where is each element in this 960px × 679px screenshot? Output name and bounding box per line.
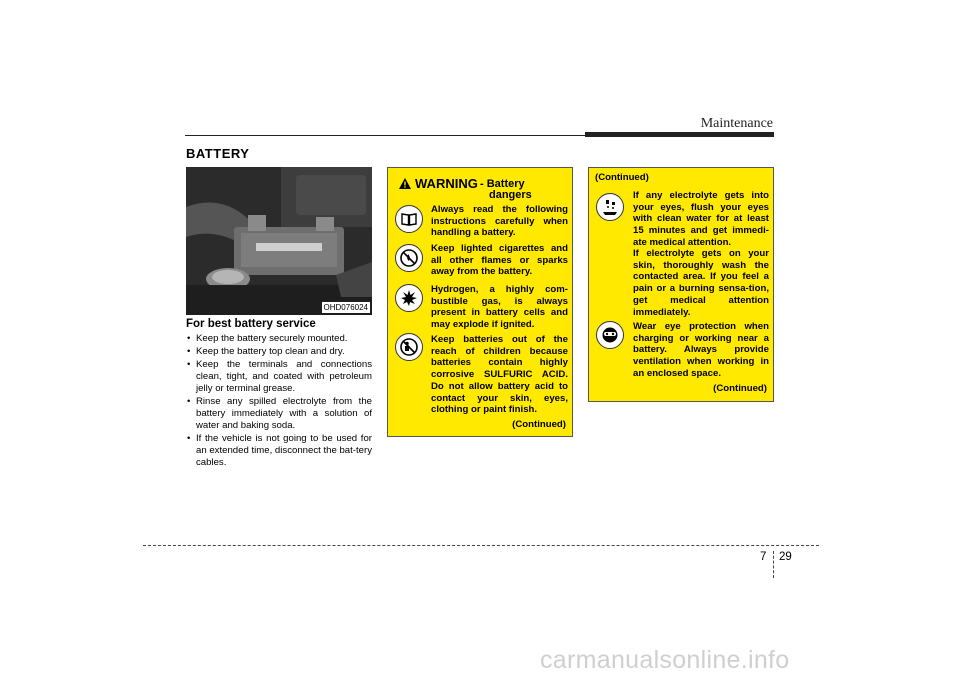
warning-title-line1: - Battery <box>480 178 525 190</box>
footer-dashed-rule <box>143 545 819 546</box>
warning-box <box>387 167 573 437</box>
manual-book-icon <box>395 205 423 233</box>
continued-item-3-text: Wear eye protection when charging or working near a battery. Always provide ventilation when working in an enclosed space. <box>633 321 769 379</box>
section-name: Maintenance <box>700 116 773 131</box>
keep-from-children-icon <box>395 333 423 361</box>
page-divider <box>773 551 774 578</box>
warning-item-2-text: Keep lighted cigarettes and all other flames or sparks away from the battery. <box>431 243 568 278</box>
warning-item-4-text: Keep batteries out of the reach of children because batteries contain highly corrosive SULFURIC ACID. Do not allow battery acid to contact your skin, eyes, clothing or paint finish. <box>431 334 568 416</box>
explosion-icon <box>395 284 423 312</box>
header-rule-thin <box>185 135 585 136</box>
continued-continued: (Continued) <box>713 383 767 394</box>
battery-photo-illustration <box>186 167 372 315</box>
list-item: • If the vehicle is not going to be used for an extended time, disconnect the bat-tery cables. <box>186 433 372 469</box>
warning-continued: (Continued) <box>512 419 566 430</box>
battery-service-heading: For best battery service <box>186 318 316 330</box>
warning-item-3-text: Hydrogen, a highly com-bustible gas, is always present in battery cells and may explode if ignited. <box>431 284 568 331</box>
warning-label: WARNING <box>415 176 478 191</box>
no-flame-icon <box>395 244 423 272</box>
list-item: • Keep the battery securely mounted. <box>186 333 372 345</box>
section-title: BATTERY <box>186 146 250 161</box>
header-rule-thick <box>585 132 774 137</box>
photo-code: OHD076024 <box>323 303 368 312</box>
watermark: carmanualsonline.info <box>540 646 790 674</box>
chapter-number: 7 <box>760 551 767 563</box>
eye-protection-icon <box>596 321 624 349</box>
continued-item-2-text: If electrolyte gets on your skin, thoroughly wash the contacted area. If you feel a pain or a burning sensa-tion, get medical attention immediately. <box>633 248 769 318</box>
battery-photo <box>186 167 372 315</box>
continued-heading: (Continued) <box>595 172 649 183</box>
battery-service-list <box>186 333 372 470</box>
corrosive-acid-icon <box>596 193 624 221</box>
warning-triangle-icon <box>399 178 411 189</box>
list-item: • Keep the battery top clean and dry. <box>186 346 372 358</box>
warning-item-1-text: Always read the following instructions carefully when handling a battery. <box>431 204 568 239</box>
continued-item-1-text: If any electrolyte gets into your eyes, flush your eyes with clean water for at least 15 minutes and get immedi-ate medical attention. <box>633 190 769 248</box>
list-item: • Keep the terminals and connections clean, tight, and coated with petroleum jelly or terminal grease. <box>186 359 372 395</box>
warning-continued-box <box>588 167 774 402</box>
list-item: • Rinse any spilled electrolyte from the battery immediately with a solution of water and baking soda. <box>186 396 372 432</box>
warning-title-line2: dangers <box>489 189 532 201</box>
page-number: 29 <box>779 551 792 563</box>
